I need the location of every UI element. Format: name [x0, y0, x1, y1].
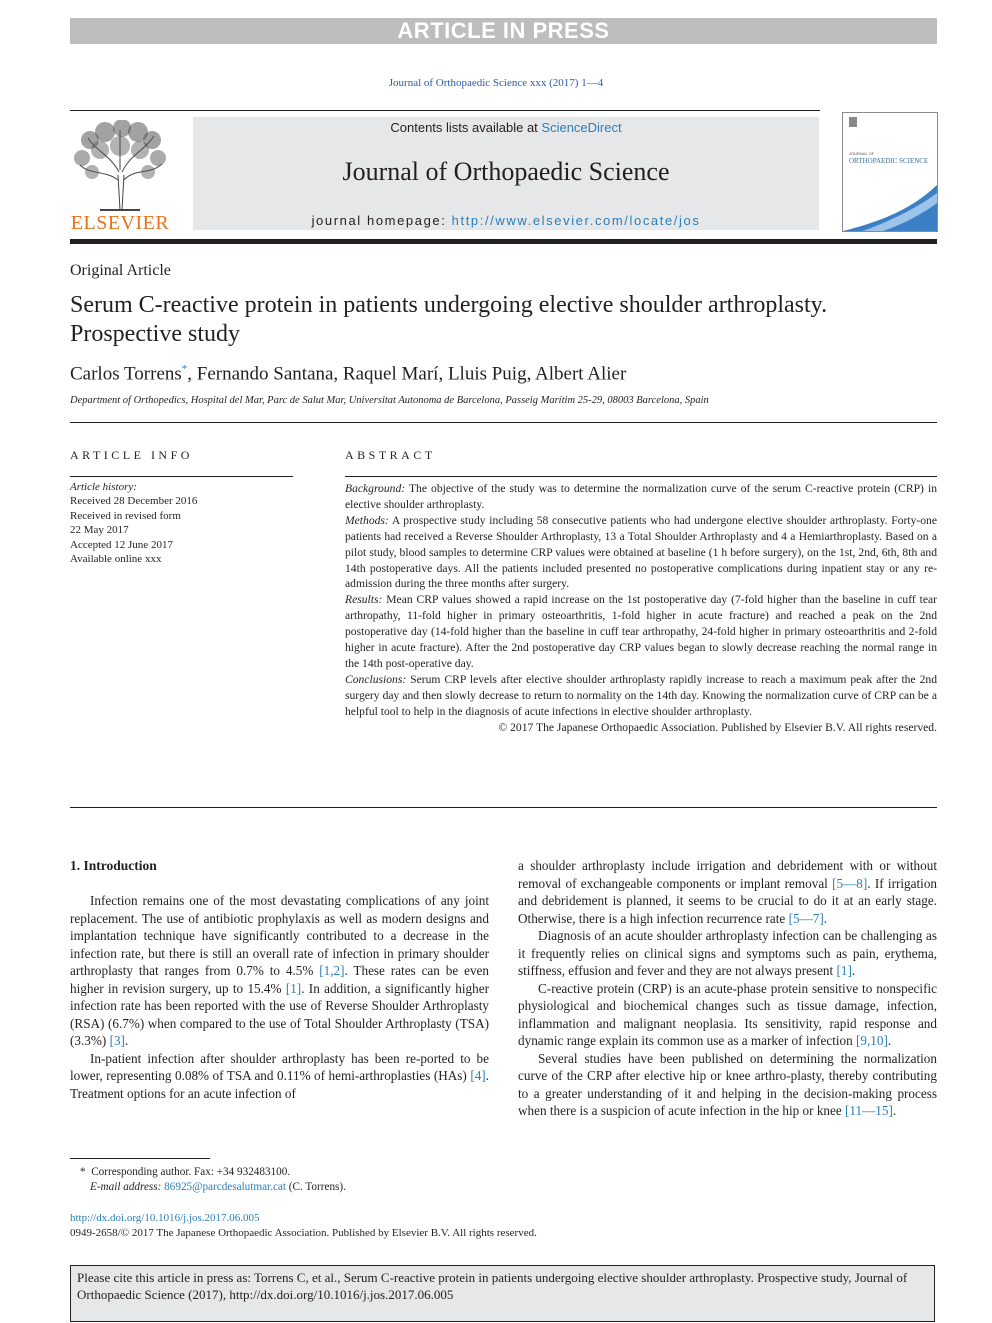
masthead-thick-rule [70, 239, 937, 244]
conclusions-label: Conclusions: [345, 672, 407, 686]
conclusions-text: Serum CRP levels after elective shoulder arthroplasty rapidly increase to reach a maximum peak after the 2nd surgery day and then slowly decrease to return to normality on the 14th day. Knowing the normalization curve of CRP can be a helpful tool to help in the diagnosis of acute infections in elective shoulder arthroplasty. [345, 672, 937, 718]
text: . [823, 910, 828, 926]
abstract-rule [345, 476, 937, 477]
intro-paragraph [518, 1050, 937, 1120]
methods-text: A prospective study including 58 consecutive patients who had undergone elective shoulder arthroplasty. Forty-one patients had received a Reverse Shoulder Arthroplasty, 13 a Total Shoulder Arthroplasty and 4 a Hemiarthroplasty. Based on a pilot study, blood samples to determine CRP values were obtained at baseline (1 h before surgery), on the 1st, 2nd, 6th, 8th and 14th postoperative days. All the patients included presented no postoperative complications during inpatient stay or any re-admission during the three months after surgery. [345, 513, 937, 591]
text: C-reactive protein (CRP) is an acute-phase protein sensitive to nonspecific physiological and biochemical changes such as tissue damage, infection, inflammation and malignant neoplasia. Its sensitivity, rapid response and dynamic range explain its common use as a marker of infection [518, 980, 937, 1048]
sciencedirect-link[interactable]: ScienceDirect [541, 120, 622, 135]
introduction-heading: 1. Introduction [70, 858, 157, 873]
affiliation-rule [70, 422, 937, 423]
email-line [70, 1180, 346, 1195]
abstract-heading: ABSTRACT [345, 448, 436, 462]
abstract-body [345, 481, 937, 736]
intro-paragraph [70, 892, 489, 1050]
issn-line: 0949-2658/© 2017 The Japanese Orthopaedic Association. Published by Elsevier B.V. All rights reserved. [70, 1227, 537, 1239]
history-line: Received in revised form [70, 509, 181, 522]
history-line: 22 May 2017 [70, 524, 129, 537]
history-line: Available online xxx [70, 553, 162, 566]
text: Infection remains one of the most devastating complications of any joint replacement. The use of antibiotic prophylaxis as well as modern designs and implantation technique have significantly contributed to a decrease in the infection rate, but there is still an overall rate of infection in primary shoulder arthroplasty that ranges from 0.7% to 4.5% [70, 893, 489, 978]
doi-link[interactable]: http://dx.doi.org/10.1016/j.jos.2017.06.005 [70, 1212, 260, 1224]
intro-paragraph [518, 980, 937, 1050]
citation-link[interactable]: [1] [836, 963, 852, 978]
text: Several studies have been published on determining the normalization curve of the CRP after elective hip or knee arthro-plasty, thereby contributing to a greater understanding of it and helping in the decision-making process when there is a suspicion of acute infection in the hip or knee [518, 1050, 937, 1118]
elsevier-wordmark: ELSEVIER [70, 212, 170, 234]
text: Diagnosis of an acute shoulder arthroplasty infection can be challenging as it frequently relies on clinical signs and symptoms such as pain, erythema, stiffness, effusion and fever and they are not always present [518, 928, 937, 978]
journal-name: Journal of Orthopaedic Science [342, 157, 670, 186]
text: . [851, 963, 856, 978]
results-label: Results: [345, 593, 383, 607]
email-link[interactable]: 86925@parcdesalutmar.cat [164, 1181, 286, 1193]
article-history [70, 480, 295, 566]
citation-link[interactable]: [1,2] [319, 963, 345, 978]
abstract-end-rule [70, 807, 937, 808]
corresponding-author-mark[interactable]: * [181, 363, 188, 375]
citation-link[interactable]: [9,10] [856, 1033, 888, 1048]
contents-line [193, 120, 819, 135]
abstract-copyright: © 2017 The Japanese Orthopaedic Association. Published by Elsevier B.V. All rights reserved. [498, 720, 937, 734]
left-column [70, 892, 489, 1102]
journal-homepage [193, 213, 819, 228]
homepage-link[interactable]: http://www.elsevier.com/locate/jos [451, 213, 701, 228]
header-rule [70, 110, 820, 111]
right-column [518, 857, 937, 1120]
footnote-rule [70, 1158, 210, 1159]
author-names-rest: , Fernando Santana, Raquel Marí, Lluis Puig, Albert Alier [187, 363, 627, 385]
author-affiliation: Department of Orthopedics, Hospital del Mar, Parc de Salut Mar, Universitat Autonoma de Barcelona, Passeig Marítim 25-29, 08003 Barcelona, Spain [70, 395, 709, 406]
text: . [887, 1033, 892, 1048]
cover-logo-mark [849, 117, 857, 127]
history-label: Article history: [70, 481, 137, 493]
author-name: Carlos Torrens [70, 363, 182, 385]
article-type: Original Article [70, 262, 171, 279]
citation-link[interactable]: [5—7] [788, 910, 824, 926]
corresponding-footnote [70, 1165, 346, 1195]
citation-link[interactable]: [1] [285, 980, 302, 996]
footnote-mark: * [80, 1166, 86, 1178]
intro-paragraph [70, 1050, 489, 1103]
abstract-conclusions [345, 672, 937, 720]
background-text: The objective of the study was to determine the normalization curve of the serum C-reactive protein (CRP) in elective shoulder arthroplasty. [345, 482, 937, 511]
footnote-text: Corresponding author. Fax: +34 932483100. [91, 1166, 291, 1178]
background-label: Background: [345, 482, 406, 495]
author-list [70, 363, 626, 385]
text: In-patient infection after shoulder arthroplasty has been re-ported to be lower, representing 0.08% of TSA and 0.11% of hemi-arthroplasties (HAs) [70, 1050, 489, 1083]
doi-block [70, 1211, 537, 1241]
history-line: Accepted 12 June 2017 [70, 538, 173, 551]
footnote-line [70, 1165, 346, 1180]
citation-link[interactable]: [5—8] [832, 875, 868, 891]
abstract-results [345, 592, 937, 672]
history-line: Received 28 December 2016 [70, 495, 198, 508]
contents-prefix: Contents lists available at [390, 120, 542, 135]
abstract-methods [345, 513, 937, 593]
text: . These rates can be even higher in revision surgery, up to 15.4% [70, 963, 489, 996]
citation-link[interactable]: [4] [470, 1068, 486, 1083]
citation-link[interactable]: [3] [109, 1033, 125, 1048]
email-suffix: (C. Torrens). [286, 1181, 346, 1193]
article-info-rule [70, 476, 293, 477]
homepage-prefix: journal homepage: [311, 213, 452, 228]
results-text: Mean CRP values showed a rapid increase on the 1st postoperative day (7-fold higher than the baseline in cuff tear arthropathy, 11-fold higher in primary osteoarthritis, 1-fold higher in acute fracture) and reached a peak on the 2nd postoperative day (14-fold higher than the baseline in cuff tear arthropathy, 24-fold higher in primary osteoarthritis and 2-fold higher in acute fracture). After the 2nd postoperative day CRP values began to slowly decrease reaching the normal range in the 14th post-operative day. [345, 593, 937, 670]
abstract-background [345, 481, 937, 513]
journal-citation-line[interactable]: Journal of Orthopaedic Science xxx (2017) 1—4 [388, 77, 604, 89]
intro-paragraph [518, 927, 937, 980]
cover-title: ORTHOPAEDIC SCIENCE [849, 157, 929, 165]
journal-cover-thumbnail[interactable] [842, 112, 938, 232]
article-title: Serum C-reactive protein in patients undergoing elective shoulder arthroplasty. Prospective study [70, 292, 828, 347]
text: . [892, 1103, 897, 1118]
cover-small-text: JOURNAL OF [849, 151, 875, 156]
citation-box: Please cite this article in press as: Torrens C, et al., Serum C-reactive protein in patients undergoing elective shoulder arthroplasty. Prospective study, Journal of Orthopaedic Science (2017), http://dx.doi.org/10.1016/j.jos.2017.06.005 [70, 1265, 935, 1322]
article-in-press-banner: ARTICLE IN PRESS [70, 18, 937, 44]
text: . Treatment options for an acute infection of [70, 1068, 489, 1101]
text: . [124, 1033, 129, 1048]
text: a shoulder arthroplasty include irrigation and debridement with or without removal of exchangeable components or implant removal [518, 858, 937, 891]
methods-label: Methods: [345, 513, 389, 527]
text: . If irrigation and debridement is planned, it seems to be crucial to do it at an early stage. Otherwise, there is a high infection recurrence rate [518, 875, 938, 926]
intro-paragraph-continued [518, 857, 937, 927]
email-label: E-mail address: [90, 1181, 162, 1193]
article-info-heading: ARTICLE INFO [70, 448, 193, 462]
citation-link[interactable]: [11—15] [845, 1103, 893, 1118]
text: . In addition, a significantly higher infection rate has been reported with the use of Reverse Shoulder Arthroplasty (RSA) (6.7%) when compared to the use of Total Shoulder Arthroplasty (TSA) (3.3%) [70, 980, 489, 1048]
